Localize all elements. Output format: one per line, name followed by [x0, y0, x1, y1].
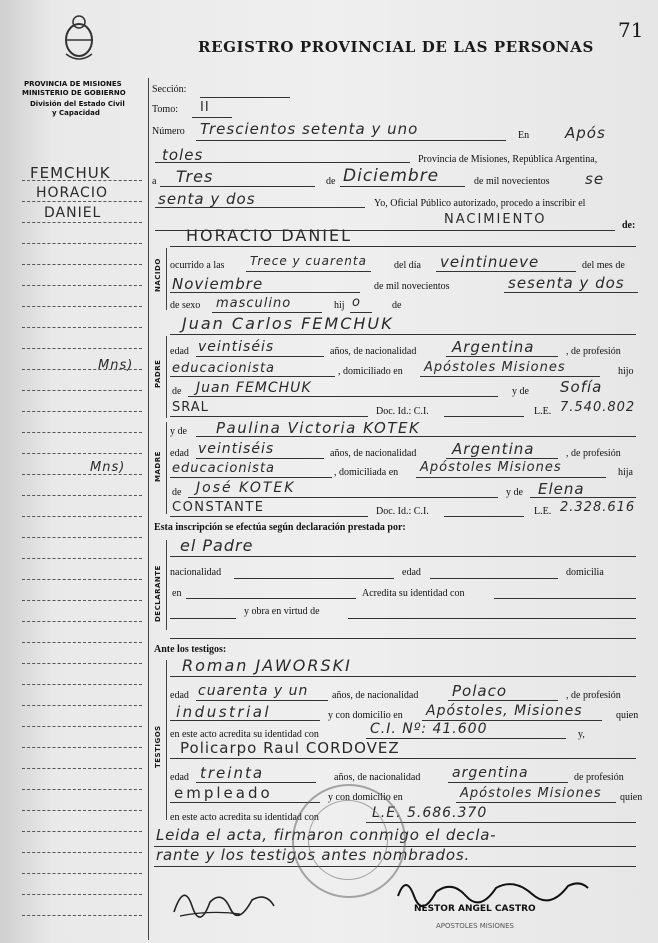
margin-surname: FEMCHUK — [30, 164, 111, 182]
province-label: PROVINCIA DE MISIONES — [24, 80, 122, 88]
nacido-name: HORACIO DANIEL — [186, 226, 353, 245]
madre-hija-label: hija — [618, 467, 633, 478]
padre-doc-line — [444, 416, 524, 417]
en-label: En — [518, 130, 530, 141]
padre-bracket — [166, 336, 167, 418]
padre-mother-value-a: Sofía — [560, 378, 603, 396]
madre-prof-label: , de profesión — [566, 448, 621, 459]
nacido-month-value: Noviembre — [172, 275, 264, 293]
madre-dom-line — [416, 477, 606, 478]
padre-dom-line — [420, 376, 600, 377]
nacido-section-label: NACIDO — [154, 258, 162, 292]
de-label: de — [326, 176, 336, 187]
madre-nac-label: años, de nacionalidad — [330, 448, 417, 459]
declarante-edad-label: edad — [402, 567, 421, 578]
padre-de-label: de — [172, 386, 182, 397]
declarante-dom-label: domicilia — [566, 567, 604, 578]
declarante-section-label: DECLARANTE — [154, 565, 162, 622]
margin-name-2: DANIEL — [44, 205, 102, 221]
madre-prof-line — [170, 477, 332, 478]
padre-le-label: L.E. — [534, 406, 552, 417]
sexo-line — [212, 312, 322, 313]
margin-note-1: Mns) — [98, 358, 134, 373]
t2-dom-line — [456, 802, 616, 803]
madre-y-de-label: y de — [170, 426, 187, 437]
t2-id-line — [366, 822, 636, 823]
madre-prof-value: educacionista — [172, 461, 276, 476]
declarante-nac-label: nacionalidad — [170, 567, 222, 578]
t1-prof-line — [170, 720, 320, 721]
coat-of-arms-icon — [62, 14, 96, 64]
declarante-en-label: en — [172, 588, 182, 599]
place-line — [155, 162, 410, 163]
declarante-obra-label: y obra en virtud de — [244, 606, 320, 617]
declarante-nac-line — [234, 578, 394, 579]
madre-edad-label: edad — [170, 448, 189, 459]
padre-prof-value: educacionista — [172, 361, 276, 376]
seccion-line — [200, 97, 290, 98]
t2-nac-value: argentina — [452, 765, 529, 781]
sexo-label: de sexo — [170, 300, 201, 311]
place-value-b: toles — [162, 146, 204, 164]
t2-nac-line — [448, 782, 568, 783]
padre-y-de-label: y de — [512, 386, 529, 397]
padre-edad-line — [196, 356, 324, 357]
official-seal-inner-icon — [308, 800, 388, 880]
province-text: Provincia de Misiones, República Argentina, — [418, 154, 598, 165]
ocurrido-label: ocurrido a las — [170, 260, 225, 271]
madre-mother-value-a: Elena — [538, 480, 585, 498]
oficial-text: Yo, Oficial Público autorizado, procedo a inscribir el — [374, 198, 586, 209]
declarante-blank-line — [170, 618, 236, 619]
nacido-day-line — [436, 271, 576, 272]
madre-bracket — [166, 422, 167, 514]
page-title: REGISTRO PROVINCIAL DE LAS PERSONAS — [198, 38, 594, 56]
division-label: División del Estado Civil — [30, 100, 125, 108]
sexo-value: masculino — [216, 296, 292, 311]
t2-prof-label: de profesión — [574, 772, 624, 783]
padre-prof-label: , de profesión — [566, 346, 621, 357]
nacido-day-value: veintinueve — [440, 253, 540, 271]
nacido-year-line — [504, 292, 638, 293]
padre-le-value: 7.540.802 — [560, 400, 636, 415]
t2-name-line — [170, 758, 636, 759]
year-line — [155, 207, 365, 208]
padre-mother-line — [170, 416, 368, 417]
day-value: Tres — [176, 167, 214, 186]
t1-edad-label: edad — [170, 690, 189, 701]
t1-nac-label: años, de nacionalidad — [332, 690, 419, 701]
madre-y-de2-label: y de — [506, 487, 523, 498]
margin-note-2: Mns) — [90, 460, 126, 475]
testigos-section-label: TESTIGOS — [154, 725, 162, 768]
madre-father-line — [188, 497, 498, 498]
tomo-label: Tomo: — [152, 104, 178, 115]
t2-prof-line — [170, 802, 320, 803]
hijo-label: hij — [334, 300, 345, 311]
padre-edad-label: edad — [170, 346, 189, 357]
padre-father-value: Juan FEMCHUK — [196, 380, 312, 396]
officer-name: NESTOR ANGEL CASTRO — [414, 904, 536, 914]
padre-mother-value-b: SRAL — [172, 400, 209, 415]
page-number: 71 — [618, 18, 644, 42]
closing-line-1: Leida el acta, firmaron conmigo el decla- — [156, 826, 497, 844]
padre-dom-value: Apóstoles Misiones — [424, 360, 566, 375]
declarante-en-line — [186, 598, 356, 599]
tomo-line — [192, 117, 232, 118]
madre-de-label: de — [172, 487, 182, 498]
t2-acredita-label: en este acto acredita su identidad con — [170, 812, 319, 823]
madre-father-value: José KOTEK — [196, 480, 296, 496]
t1-y: y, — [578, 729, 585, 740]
del-dia-label: del día — [394, 260, 421, 271]
padre-edad-value: veintiséis — [198, 339, 275, 355]
year-value-a: se — [585, 170, 605, 188]
day-line — [160, 186, 315, 187]
testigos-bracket — [166, 660, 167, 820]
testigos-intro: Ante los testigos: — [154, 644, 227, 655]
t1-edad-line — [196, 700, 328, 701]
madre-mother-value-b: CONSTANTE — [172, 500, 265, 515]
declarante-acredita-line — [494, 598, 636, 599]
t1-nac-line — [448, 700, 558, 701]
t1-name: Roman JAWORSKI — [182, 656, 352, 675]
t2-name: Policarpo Raul CORDOVEZ — [180, 739, 400, 757]
t1-id-value: C.I. Nº: 41.600 — [370, 721, 488, 737]
nacido-name-line — [170, 246, 636, 247]
padre-name-line — [170, 334, 636, 335]
t1-prof-label: , de profesión — [566, 690, 621, 701]
declarante-extra-line — [170, 638, 636, 639]
madre-mother-line — [170, 516, 368, 517]
madre-dom-value: Apóstoles Misiones — [420, 460, 562, 475]
closing-line-2: rante y los testigos antes nombrados. — [156, 846, 471, 864]
hijo-value: o — [352, 295, 361, 310]
padre-doc-label: Doc. Id.: C.I. — [376, 406, 429, 417]
declarante-obra-line — [348, 618, 636, 619]
hijo-line — [350, 312, 372, 313]
year-prefix: de mil novecientos — [474, 176, 550, 187]
madre-section-label: MADRE — [154, 451, 162, 482]
t1-quien: quien — [616, 710, 639, 721]
division-label-2: y Capacidad — [52, 109, 100, 117]
de-colon: de: — [622, 220, 636, 231]
t2-quien: quien — [620, 792, 643, 803]
t1-edad-value: cuarenta y un — [198, 683, 309, 699]
t2-prof-value: empleado — [174, 784, 273, 802]
padre-nac-value: Argentina — [452, 338, 535, 356]
t2-dom-value: Apóstoles Misiones — [460, 786, 602, 801]
t2-edad-line — [196, 782, 316, 783]
padre-nac-label: años, de nacionalidad — [330, 346, 417, 357]
madre-name-line — [196, 436, 636, 437]
signature-icon — [170, 872, 280, 926]
declarante-intro: Esta inscripción se efectúa según declaración prestada por: — [154, 522, 406, 533]
padre-name: Juan Carlos FEMCHUK — [182, 314, 394, 333]
t1-acredita-label: en este acto acredita su identidad con — [170, 729, 319, 740]
t2-edad-value: treinta — [200, 764, 265, 782]
padre-nac-line — [446, 356, 558, 357]
t2-dom-label: y con domicilio en — [328, 792, 403, 803]
declarante-bracket — [166, 540, 167, 630]
declarante-value-line — [170, 556, 636, 557]
numero-label: Número — [152, 126, 185, 137]
madre-name: Paulina Victoria KOTEK — [216, 419, 421, 437]
nacido-month-line — [170, 292, 360, 293]
padre-hijo-label: hijo — [618, 366, 634, 377]
year-value-b: senta y dos — [158, 190, 256, 208]
declarante-acredita-label: Acredita su identidad con — [362, 588, 465, 599]
nacido-year-label: de mil novecientos — [374, 281, 450, 292]
t1-name-line — [170, 676, 636, 677]
padre-dom-label: , domiciliado en — [338, 366, 403, 377]
margin-name-1: HORACIO — [36, 185, 108, 201]
t1-prof-value: industrial — [176, 703, 272, 721]
t1-dom-label: y con domicilio en — [328, 710, 403, 721]
t2-nac-label: años, de nacionalidad — [334, 772, 421, 783]
t2-id-value: L.E. 5.686.370 — [372, 805, 488, 821]
tomo-value: II — [200, 100, 210, 115]
madre-edad-line — [196, 458, 324, 459]
nacido-bracket — [166, 248, 167, 310]
padre-father-line — [188, 396, 498, 397]
madre-nac-value: Argentina — [452, 440, 535, 458]
madre-le-value: 2.328.616 — [560, 500, 636, 515]
t2-edad-label: edad — [170, 772, 189, 783]
madre-doc-label: Doc. Id.: C.I. — [376, 506, 429, 517]
nacido-de-label: de — [392, 300, 402, 311]
numero-line — [196, 140, 506, 141]
madre-nac-line — [446, 458, 558, 459]
declarante-edad-line — [430, 578, 558, 579]
place-value-a: Após — [565, 124, 606, 142]
padre-prof-line — [170, 376, 335, 377]
officer-place: APOSTOLES MISIONES — [436, 922, 514, 930]
padre-section-label: PADRE — [154, 359, 162, 388]
ministry-label: MINISTERIO DE GOBIERNO — [22, 89, 126, 97]
month-line — [340, 186, 465, 187]
nacido-year-value: sesenta y dos — [508, 274, 625, 292]
numero-value: Trescientos setenta y uno — [200, 120, 419, 138]
hour-line — [246, 271, 371, 272]
madre-mother-a-line — [530, 497, 636, 498]
a-label: a — [152, 176, 157, 187]
madre-edad-value: veintiséis — [198, 441, 275, 457]
margin-divider — [148, 78, 149, 940]
seccion-label: Sección: — [152, 84, 187, 95]
month-value: Diciembre — [343, 166, 440, 186]
madre-dom-label: , domiciliada en — [334, 467, 399, 478]
hour-value: Trece y cuarenta — [250, 254, 367, 268]
madre-doc-line — [444, 516, 524, 517]
t1-nac-value: Polaco — [452, 682, 508, 700]
del-mes-label: del mes de — [582, 260, 625, 271]
act-type: NACIMIENTO — [444, 212, 547, 227]
madre-le-label: L.E. — [534, 506, 552, 517]
declarante-value: el Padre — [180, 536, 254, 555]
t1-dom-value: Apóstoles, Misiones — [426, 703, 583, 719]
